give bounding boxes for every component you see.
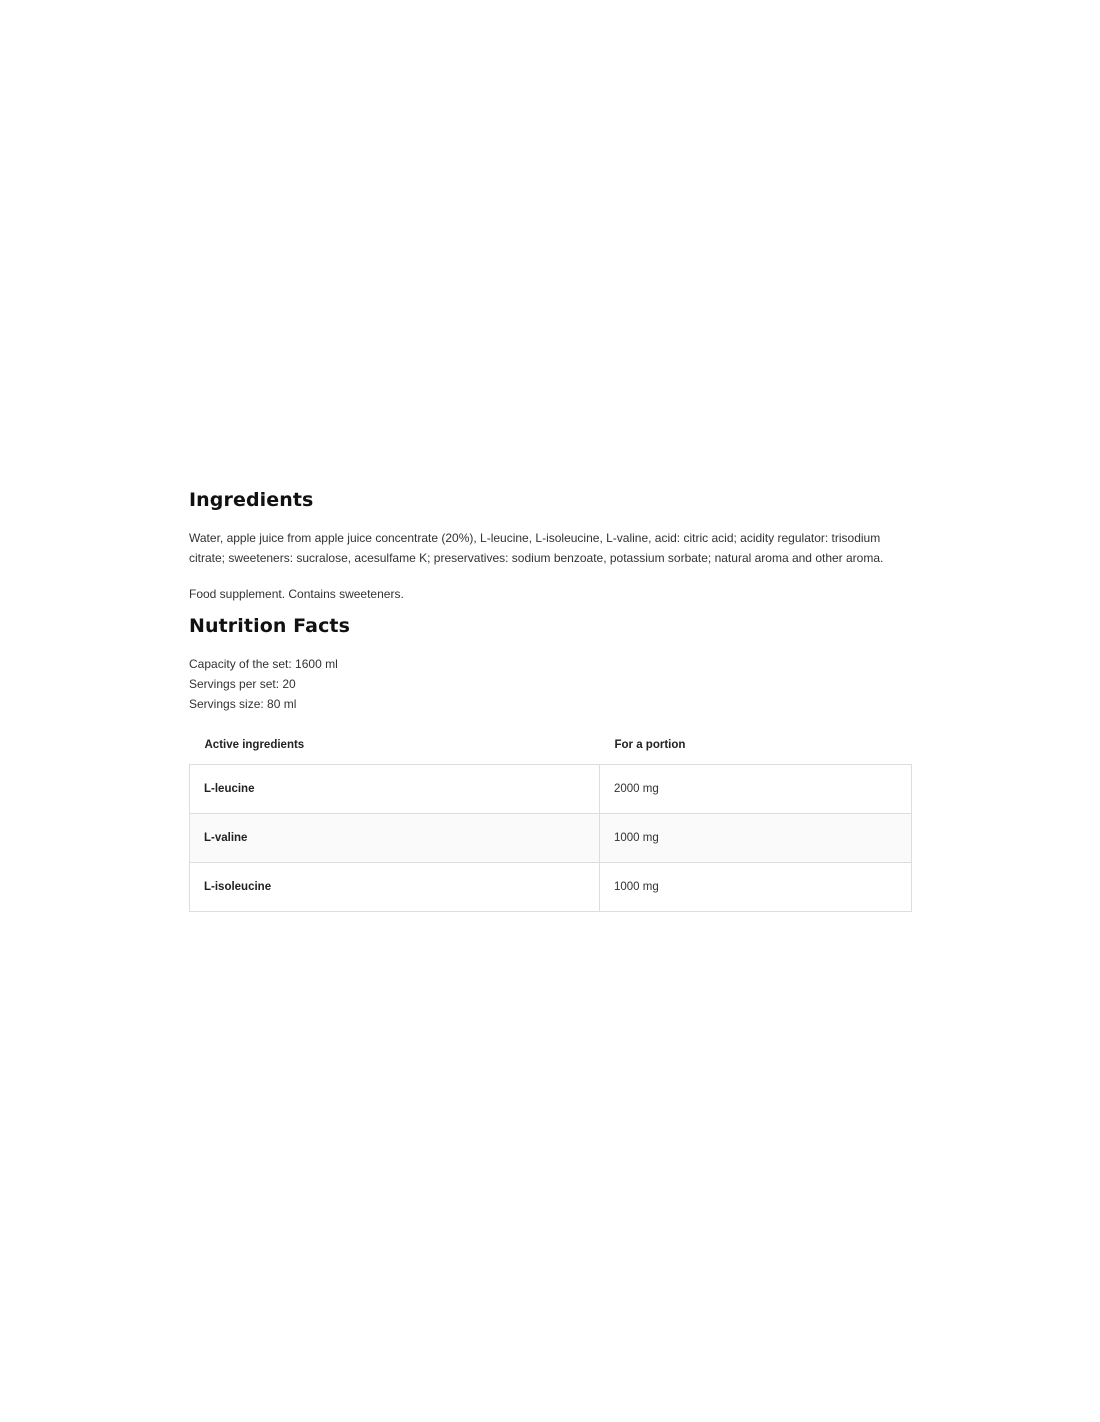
serving-size-fact: Servings size: 80 ml [189,697,297,711]
ingredient-name: L-isoleucine [190,863,600,912]
table-header-row [190,726,912,765]
servings-per-set-fact: Servings per set: 20 [189,677,296,691]
header-for-a-portion: For a portion [614,739,686,751]
capacity-fact: Capacity of the set: 1600 ml [189,657,338,671]
nutrition-table [189,726,912,912]
table-row [190,814,912,863]
ingredient-name: L-leucine [190,765,600,814]
nutrition-facts-heading: Nutrition Facts [189,615,351,637]
ingredients-text: Water, apple juice from apple juice concentrate (20%), L-leucine, L-isoleucine, L-valine, acid: citric acid; acidity regulator: trisodium citrate; sweeteners: sucralose, acesulfame K; preservatives: sodium benzoate, potassium sorbate; natural aroma and other aroma. [189,531,884,565]
header-active-ingredients: Active ingredients [204,739,305,751]
product-details [189,486,912,912]
ingredients-heading: Ingredients [189,489,314,511]
table-row [190,863,912,912]
table-row [190,765,912,814]
supplement-note: Food supplement. Contains sweeteners. [189,587,404,601]
ingredient-amount: 1000 mg [600,863,912,912]
ingredient-amount: 1000 mg [600,814,912,863]
ingredient-amount: 2000 mg [600,765,912,814]
ingredient-name: L-valine [190,814,600,863]
nutrition-facts-list [189,654,912,714]
